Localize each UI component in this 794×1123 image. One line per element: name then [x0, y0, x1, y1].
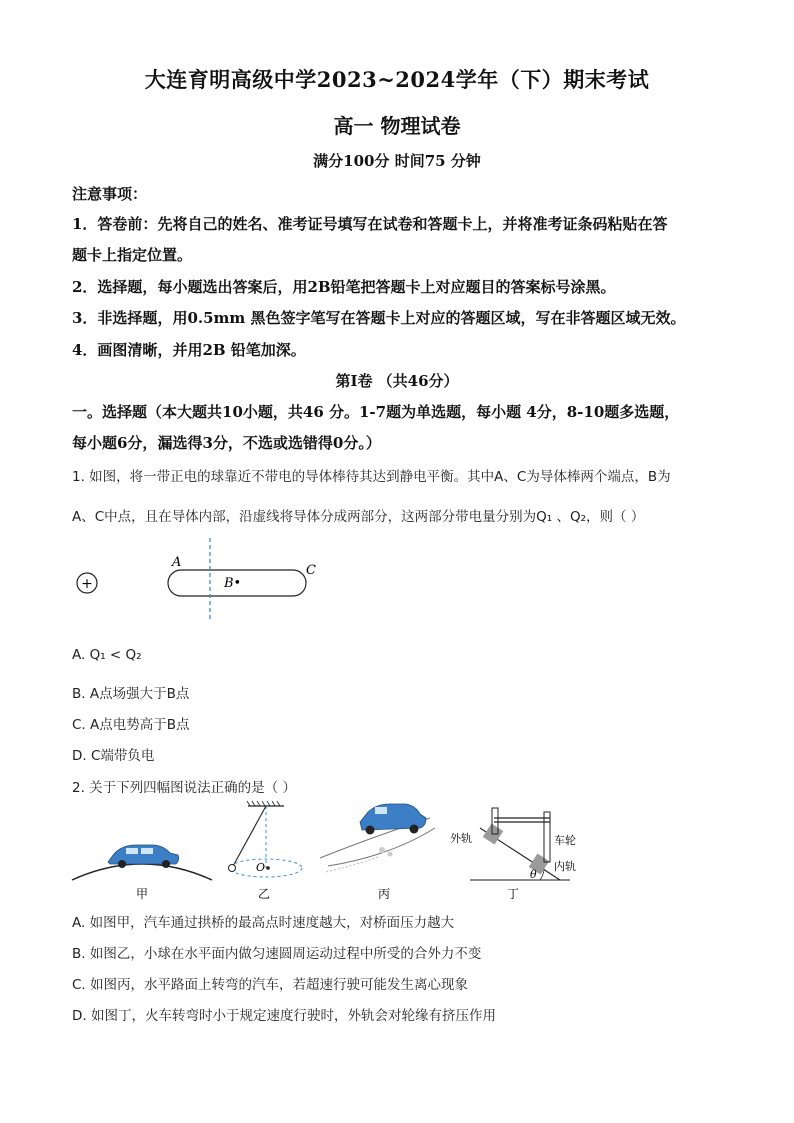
label-a: A — [172, 555, 182, 570]
q1-option-c: C. A点电势高于B点 — [72, 717, 190, 733]
wheel-icon — [410, 825, 419, 834]
part-title-line: 一。选择题（本大题共10小题，共46 分。1-7题为单选题，每小题 4分，8-10题多选题， — [72, 403, 680, 421]
caption-yi: 乙 — [257, 887, 271, 901]
section-heading: 第Ⅰ卷 （共46分） — [335, 372, 459, 390]
label-wheel: 车轮 — [554, 834, 576, 847]
exam-title: 大连育明高级中学2023~2024学年（下）期末考试 — [144, 67, 650, 92]
q2-option-d: D. 如图丁，火车转弯时小于规定速度行驶时，外轨会对轮缘有挤压作用 — [72, 1008, 496, 1024]
part-title-line: 每小题6分，漏选得3分，不选或选错得0分。） — [72, 434, 381, 452]
dust-icon — [388, 852, 393, 857]
q1-option-b: B. A点场强大于B点 — [72, 686, 190, 702]
skid-mark — [326, 856, 380, 872]
ceiling-hatch — [247, 801, 280, 806]
q1-stem-line: A、C中点，且在导体内部，沿虚线将导体分成两部分，这两部分带电量分别为Q₁ 、Q₂，则（ ） — [72, 509, 645, 525]
notes-heading: 注意事项： — [72, 185, 148, 203]
label-outer: 外轨 — [450, 832, 472, 845]
q2-option-c: C. 如图丙，水平路面上转弯的汽车，若超速行驶可能发生离心现象 — [72, 977, 469, 993]
wheel-icon — [162, 860, 170, 868]
label-o: O — [256, 861, 266, 874]
q2-option-b: B. 如图乙，小球在水平面内做匀速圆周运动过程中所受的合外力不变 — [72, 946, 482, 962]
q1-option-d: D. C端带负电 — [72, 748, 155, 764]
caption-bing: 丙 — [377, 887, 391, 901]
car-window-icon — [375, 807, 387, 814]
notes-item: 3．非选择题，用0.5mm 黑色签字笔写在答题卡上对应的答题区域，写在非答题区域无效。 — [72, 309, 686, 327]
notes-item: 2．选择题，每小题选出答案后，用2B铅笔把答题卡上对应题目的答案标号涂黑。 — [72, 278, 616, 296]
figure-yi — [229, 801, 303, 901]
exam-subtitle: 高一 物理试卷 — [333, 114, 461, 138]
notes-item: 4．画图清晰，并用2B 铅笔加深。 — [72, 341, 306, 359]
plus-sign: + — [81, 576, 93, 592]
car-window-icon — [141, 848, 153, 854]
figure-ding — [450, 808, 576, 901]
road-curve — [328, 828, 435, 866]
caption-jia: 甲 — [135, 887, 149, 901]
label-b: B• — [224, 576, 242, 591]
q1-option-a: A. Q₁ < Q₂ — [72, 647, 142, 663]
arch-bridge — [72, 864, 212, 880]
label-inner: 内轨 — [554, 860, 576, 873]
wheel-icon — [366, 826, 375, 835]
caption-ding: 丁 — [506, 887, 520, 901]
pendulum-ball — [229, 865, 236, 872]
wheel-icon — [118, 860, 126, 868]
notes-item: 1．答卷前：先将自己的姓名、准考证号填写在试卷和答题卡上，并将准考证条码粘贴在答 — [72, 215, 668, 233]
exam-meta: 满分100分 时间75 分钟 — [313, 152, 481, 170]
label-c: C — [306, 563, 316, 578]
car-window-icon — [126, 848, 138, 854]
q2-option-a: A. 如图甲，汽车通过拱桥的最高点时速度越大，对桥面压力越大 — [72, 915, 455, 931]
notes-item: 题卡上指定位置。 — [72, 246, 193, 264]
wheel-right — [544, 812, 550, 862]
label-theta: θ — [530, 868, 537, 881]
q1-stem-line: 1. 如图，将一带正电的球靠近不带电的导体棒待其达到静电平衡。其中A、C为导体棒两个端点，B为 — [72, 469, 671, 485]
center-dot — [266, 866, 270, 870]
q1-figure — [60, 530, 360, 630]
figure-bing — [320, 804, 435, 901]
q2-stem: 2. 关于下列四幅图说法正确的是（ ） — [72, 780, 296, 796]
dust-icon — [379, 847, 385, 853]
q2-figure — [70, 798, 590, 908]
figure-jia — [72, 845, 212, 901]
